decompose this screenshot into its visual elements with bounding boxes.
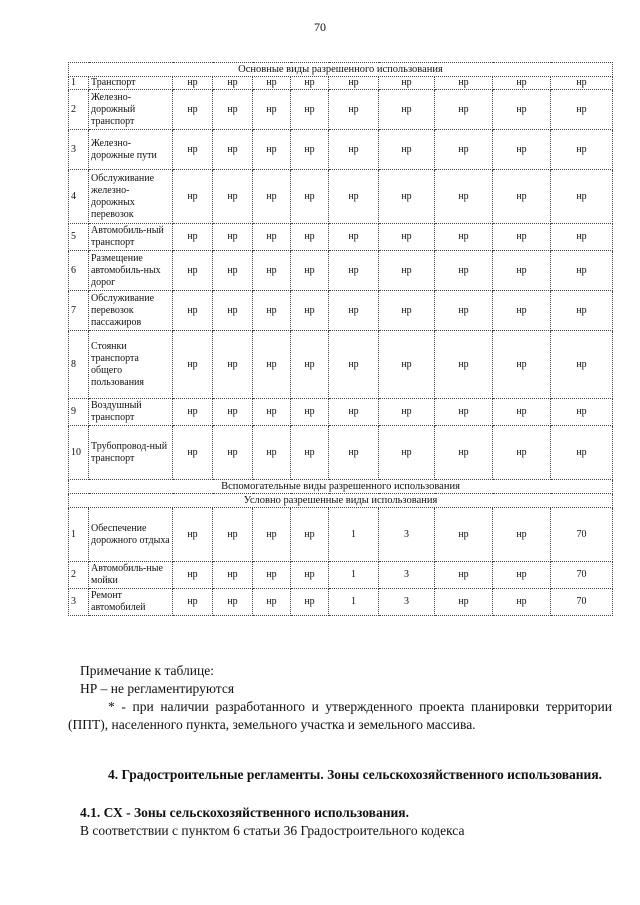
param-value: нр (329, 130, 379, 170)
param-value: нр (253, 251, 291, 291)
param-value: нр (291, 589, 329, 616)
table-row (69, 170, 613, 224)
param-value: нр (379, 77, 435, 90)
use-type-name: Ремонт автомобилей (89, 589, 173, 616)
table-row (69, 291, 613, 331)
param-value: нр (173, 331, 213, 399)
param-value: нр (291, 90, 329, 130)
param-value: нр (173, 589, 213, 616)
param-value: нр (173, 130, 213, 170)
param-value: нр (329, 170, 379, 224)
use-type-name: Транспорт (89, 77, 173, 90)
param-value: нр (551, 331, 613, 399)
use-type-name: Обеспечение дорожного отдыха (89, 508, 173, 562)
param-value: нр (213, 589, 253, 616)
row-number: 2 (69, 562, 89, 589)
use-type-name: Обслуживание железно-дорожных перевозок (89, 170, 173, 224)
use-type-name: Железно-дорожный транспорт (89, 90, 173, 130)
table-note-line2: * - при наличии разработанного и утвержденного проекта планировки территории (ППТ), населенного пункта, земельного участка и земельного массива. (68, 699, 612, 732)
param-value: нр (551, 77, 613, 90)
param-value: нр (291, 426, 329, 480)
table-row (69, 77, 613, 90)
auxiliary-uses-header: Вспомогательные виды разрешенного использования (69, 480, 613, 494)
page-number: 70 (314, 20, 326, 34)
param-value: нр (435, 170, 493, 224)
param-value: нр (253, 77, 291, 90)
param-value: нр (379, 399, 435, 426)
param-value: нр (493, 251, 551, 291)
table-row (69, 224, 613, 251)
param-value: 3 (379, 508, 435, 562)
param-value: нр (213, 426, 253, 480)
param-value: нр (291, 130, 329, 170)
param-value: нр (213, 170, 253, 224)
param-value: нр (379, 90, 435, 130)
param-value: 70 (551, 508, 613, 562)
param-value: нр (173, 426, 213, 480)
param-value: нр (173, 90, 213, 130)
section-4-heading: 4. Градостроительные регламенты. Зоны сельскохозяйственного использования. (108, 767, 603, 782)
row-number: 2 (69, 90, 89, 130)
param-value: нр (329, 90, 379, 130)
use-type-name: Обслуживание перевозок пассажиров (89, 291, 173, 331)
param-value: нр (213, 77, 253, 90)
param-value: нр (173, 291, 213, 331)
param-value: нр (493, 130, 551, 170)
table-note-line1: НР – не регламентируются (80, 681, 235, 696)
table-row (69, 562, 613, 589)
param-value: нр (173, 508, 213, 562)
param-value: нр (173, 170, 213, 224)
param-value: нр (173, 77, 213, 90)
param-value: нр (493, 426, 551, 480)
param-value: нр (435, 90, 493, 130)
param-value: нр (173, 251, 213, 291)
param-value: нр (493, 508, 551, 562)
param-value: нр (291, 224, 329, 251)
param-value: 70 (551, 589, 613, 616)
param-value: нр (493, 170, 551, 224)
table-note-title: Примечание к таблице: (80, 663, 214, 678)
param-value: нр (213, 508, 253, 562)
row-number: 1 (69, 77, 89, 90)
param-value: нр (493, 224, 551, 251)
param-value: нр (253, 90, 291, 130)
param-value: нр (493, 399, 551, 426)
param-value: нр (493, 589, 551, 616)
param-value: нр (379, 170, 435, 224)
param-value: нр (329, 224, 379, 251)
param-value: нр (329, 426, 379, 480)
param-value: нр (493, 77, 551, 90)
table-row (69, 90, 613, 130)
param-value: нр (551, 426, 613, 480)
param-value: нр (291, 331, 329, 399)
row-number: 5 (69, 224, 89, 251)
use-type-name: Автомобиль-ный транспорт (89, 224, 173, 251)
param-value: нр (435, 291, 493, 331)
param-value: нр (213, 251, 253, 291)
param-value: нр (291, 562, 329, 589)
param-value: нр (329, 399, 379, 426)
param-value: нр (551, 130, 613, 170)
param-value: нр (435, 589, 493, 616)
main-uses-header: Основные виды разрешенного использования (69, 63, 613, 77)
use-type-name: Стоянки транспорта общего пользования (89, 331, 173, 399)
param-value: нр (379, 331, 435, 399)
table-row (69, 130, 613, 170)
param-value: 1 (329, 562, 379, 589)
param-value: нр (551, 90, 613, 130)
param-value: нр (493, 291, 551, 331)
use-type-name: Железно-дорожные пути (89, 130, 173, 170)
table-row (69, 589, 613, 616)
param-value: нр (379, 426, 435, 480)
param-value: нр (551, 399, 613, 426)
use-type-name: Трубопровод-ный транспорт (89, 426, 173, 480)
param-value: нр (435, 224, 493, 251)
table-row (69, 251, 613, 291)
use-type-name: Воздушный транспорт (89, 399, 173, 426)
param-value: нр (493, 90, 551, 130)
param-value: нр (435, 426, 493, 480)
param-value: нр (253, 508, 291, 562)
param-value: нр (213, 399, 253, 426)
row-number: 10 (69, 426, 89, 480)
param-value: нр (253, 170, 291, 224)
param-value: нр (493, 562, 551, 589)
row-number: 1 (69, 508, 89, 562)
param-value: нр (379, 224, 435, 251)
row-number: 3 (69, 130, 89, 170)
param-value: нр (379, 251, 435, 291)
param-value: 1 (329, 589, 379, 616)
row-number: 4 (69, 170, 89, 224)
table-row (69, 331, 613, 399)
conditional-uses-header: Условно разрешенные виды использования (69, 494, 613, 508)
param-value: 3 (379, 589, 435, 616)
param-value: нр (253, 224, 291, 251)
param-value: нр (213, 331, 253, 399)
param-value: нр (213, 90, 253, 130)
param-value: нр (329, 291, 379, 331)
param-value: нр (291, 170, 329, 224)
use-type-name: Размещение автомобиль-ных дорог (89, 251, 173, 291)
param-value: нр (291, 291, 329, 331)
param-value: нр (213, 291, 253, 331)
param-value: нр (329, 77, 379, 90)
param-value: нр (329, 251, 379, 291)
section-4-1-heading: 4.1. СХ - Зоны сельскохозяйственного использования. (80, 805, 409, 820)
param-value: нр (435, 508, 493, 562)
param-value: нр (493, 331, 551, 399)
use-type-name: Автомобиль-ные мойки (89, 562, 173, 589)
param-value: нр (435, 77, 493, 90)
param-value: 70 (551, 562, 613, 589)
row-number: 8 (69, 331, 89, 399)
section-4-1-text: В соответствии с пунктом 6 статьи 36 Градостроительного кодекса (80, 823, 465, 838)
param-value: нр (253, 399, 291, 426)
param-value: нр (173, 399, 213, 426)
param-value: нр (435, 399, 493, 426)
param-value: 1 (329, 508, 379, 562)
row-number: 3 (69, 589, 89, 616)
param-value: нр (253, 562, 291, 589)
table-row (69, 426, 613, 480)
param-value: нр (173, 224, 213, 251)
param-value: нр (291, 508, 329, 562)
permitted-use-table (68, 62, 613, 616)
param-value: нр (551, 170, 613, 224)
param-value: нр (213, 562, 253, 589)
param-value: нр (435, 130, 493, 170)
param-value: нр (291, 77, 329, 90)
param-value: нр (213, 130, 253, 170)
table-row (69, 399, 613, 426)
param-value: нр (551, 291, 613, 331)
param-value: нр (253, 130, 291, 170)
param-value: нр (291, 251, 329, 291)
param-value: нр (379, 291, 435, 331)
param-value: нр (173, 562, 213, 589)
param-value: нр (213, 224, 253, 251)
param-value: нр (253, 331, 291, 399)
row-number: 6 (69, 251, 89, 291)
param-value: нр (329, 331, 379, 399)
param-value: нр (291, 399, 329, 426)
param-value: нр (551, 251, 613, 291)
param-value: нр (379, 130, 435, 170)
param-value: нр (253, 291, 291, 331)
param-value: нр (551, 224, 613, 251)
row-number: 9 (69, 399, 89, 426)
param-value: нр (435, 251, 493, 291)
param-value: нр (253, 426, 291, 480)
table-row (69, 508, 613, 562)
param-value: нр (253, 589, 291, 616)
row-number: 7 (69, 291, 89, 331)
param-value: нр (435, 331, 493, 399)
param-value: 3 (379, 562, 435, 589)
param-value: нр (435, 562, 493, 589)
